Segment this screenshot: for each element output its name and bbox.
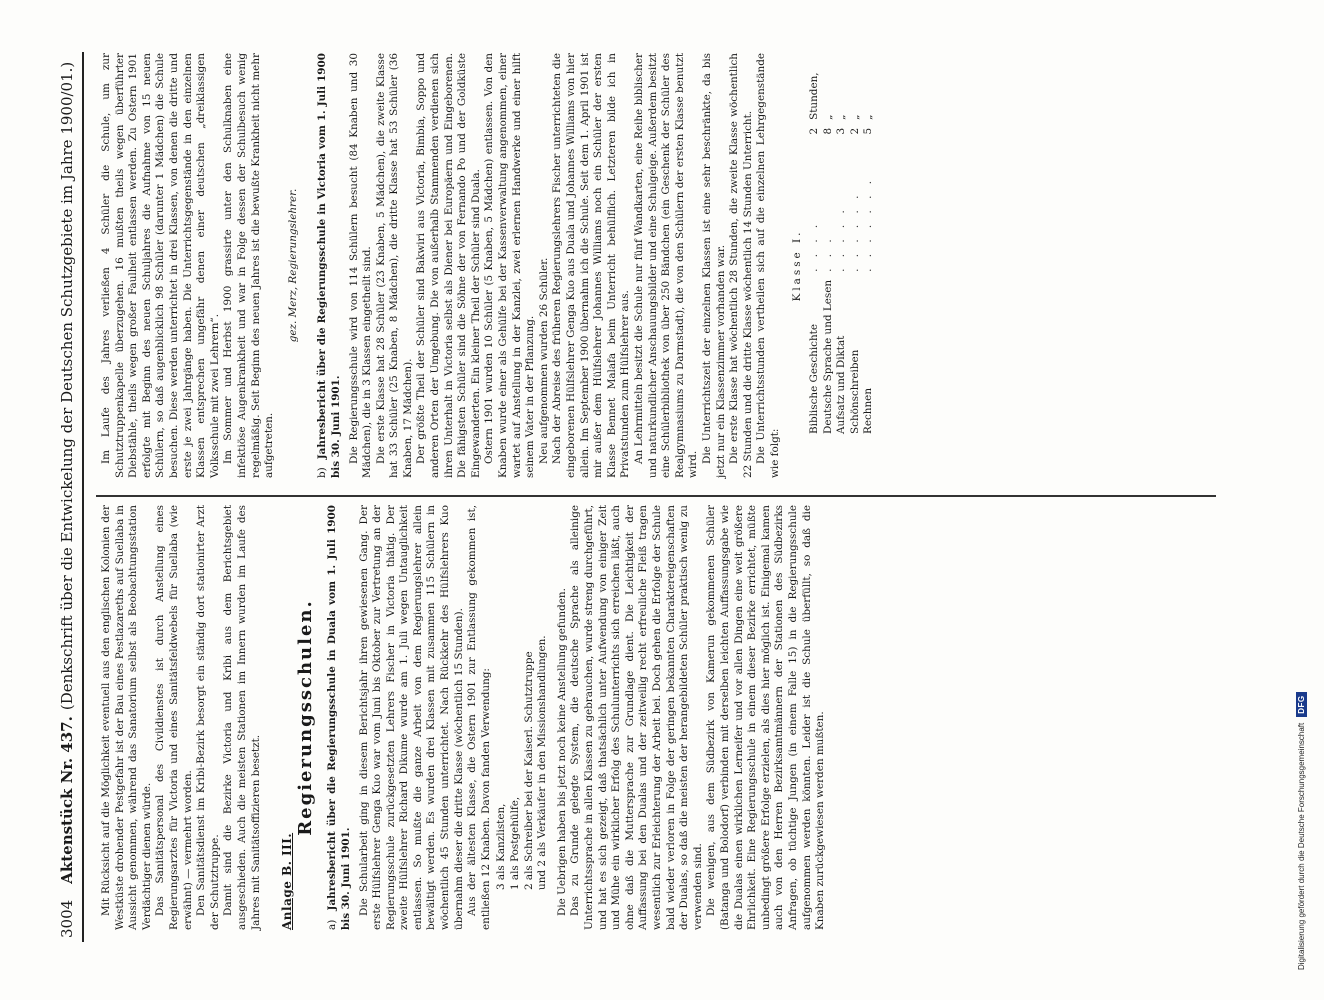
appendix-label: Anlage B. III. — [280, 832, 295, 930]
subsection-heading-a — [326, 505, 353, 930]
section-title: Regierungsschulen. — [294, 599, 316, 836]
table-row — [835, 68, 849, 438]
unit-cell: „ — [848, 114, 861, 120]
digitization-note — [1296, 692, 1307, 970]
table-row — [862, 68, 876, 438]
paragraph: An Lehrmitteln besitzt die Schule nur fünf Wandkarten, eine Reihe biblischer und naturkundlicher Anschauungsbilder und eine Schulgeige. Außerdem besitzt eine Schülerbibliothek von über 250 Bändchen (ein Geschenk der Schüler des Realgymnasiums zu Darmstadt), die von den Schülern der ersten Klasse benutzt wird. — [632, 53, 700, 478]
digitization-text: Digitalisierung gefördert durch die Deutsche Forschungsgemeinschaft — [1297, 722, 1306, 970]
left-column — [100, 505, 828, 930]
list-item: 1 als Postgehülfe, — [509, 796, 522, 890]
unit-cell: „ — [821, 114, 834, 120]
leader-dots: . . . . . — [835, 206, 848, 272]
document-subtitle: (Denkschrift über die Entwickelung der Deutschen Schutzgebiete im Jahre 1900/01.) — [58, 61, 76, 711]
subsection-marker: a) — [326, 919, 339, 930]
subject-cell: Biblische Geschichte — [808, 323, 821, 434]
subject-cell: Aufsatz und Diktat — [835, 335, 848, 434]
schedule-table — [808, 68, 876, 438]
page-number: 3004 — [58, 899, 76, 938]
paragraph: Aus der ältesten Klasse, die Ostern 1901 zur Entlassung gekommen ist, entließen 12 Knaben. Davon fanden Verwendung: — [466, 505, 492, 930]
unit-cell: „ — [862, 114, 875, 120]
subject-cell: Schönschreiben — [848, 349, 861, 434]
paragraph: Die Unterrichtsstunden vertheilen sich auf die einzelnen Lehrgegenstände wie folgt: — [755, 53, 781, 478]
table-row — [822, 68, 836, 438]
page-header — [58, 58, 76, 938]
leader-dots: . . . . . . — [848, 191, 861, 272]
paragraph: Die wenigen, aus dem Südbezirk von Kamerun gekommenen Schüler (Batanga und Bolodorf) verbinden mit derselben leichten Auffassungsgabe wie die Dualas einen wirklichen Lerneifer und vor allen Dingen eine weit größere Ehrlichkeit. Eine Regierungsschule in einem dieser Bezirke errichtet, müßte unbedingt größere Erfolge erzielen, als dies hier möglich ist. Einigemal kamen auch von den Herren Bezirksamtmännern der Stationen des Südbezirks Anfragen, ob tüchtige Jungen (in einem Falle 15) in die Regierungsschule aufgenommen werden könnten. Leider ist die Schule überfüllt, so daß die Knaben zurückgewiesen werden mußten. — [705, 505, 827, 930]
table-row — [849, 68, 863, 438]
subsection-heading-text: Jahresbericht über die Regierungsschule in Victoria vom 1. Juli 1900 bis 30. Juni 1901. — [316, 53, 342, 478]
leader-dots: . . . — [821, 235, 834, 272]
paragraph: Den Sanitätsdienst im Kribi-Bezirk besorgt ein ständig dort stationirter Arzt der Schutztruppe. — [195, 505, 221, 930]
paragraph: Die erste Klasse hat 28 Schüler (23 Knaben, 5 Mädchen), die zweite Klasse hat 33 Schüler (25 Knaben, 8 Mädchen), die dritte Klasse hat 53 Schüler (36 Knaben, 17 Mädchen). — [374, 53, 414, 478]
subject-cell: Rechnen — [862, 387, 875, 434]
paragraph: Nach der Abreise des früheren Regierungslehrers Fischer unterrichteten die eingeborenen Hülfslehrer Genga Kuo aus Duala und Johannes Williams von hier allein. Im September 1900 übernahm ich die Schule. Seit dem 1. April 1901 ist mir außer dem Hülfslehrer Johannes Williams noch ein Schüler der ersten Klasse Bennet Malafa beim Unterricht behülflich. Letzteren bilde ich in Privatstunden zum Hülfslehrer aus. — [551, 53, 632, 478]
column-divider — [96, 495, 1216, 497]
list-item: und 2 als Verkäufer in den Missionshandlungen. — [536, 635, 549, 890]
leader-dots: . . . . — [808, 220, 821, 272]
paragraph: Der größte Theil der Schüler sind Bakwiri aus Victoria, Bimbia, Soppo und anderen Orten der Umgebung. Die von außerhalb Stammenden verdienen sich ihren Unterhalt in Victoria selbst als Diener bei Europäern und Eingeborenen. Die fähigsten Schüler sind die Söhne der von Fernando Po und der Goldküste Eingewanderten. Ein kleiner Theil der Schüler sind Duala. — [415, 53, 482, 478]
table-row — [808, 68, 822, 438]
header-rule — [82, 52, 84, 942]
dfg-logo-icon: DFG — [1296, 692, 1307, 716]
subsection-heading-text: Jahresbericht über die Regierungsschule in Duala vom 1. Juli 1900 bis 30. Juni 1901. — [326, 505, 352, 930]
list-item: 3 als Kanzlisten, — [495, 803, 508, 890]
class-label: Klasse I. — [790, 229, 803, 302]
paragraph: Die Unterrichtszeit der einzelnen Klassen ist eine sehr beschränkte, da bis jetzt nur ein Klassenzimmer vorhanden war. — [700, 53, 727, 478]
paragraph: Neu aufgenommen wurden 26 Schüler. — [537, 257, 550, 464]
paragraph: Im Sommer und Herbst 1900 grassirte unter den Schulknaben eine infektiöse Augenkrankheit und war in Folge dessen der Schulbesuch wenig regelmäßig. Seit Beginn des neuen Jahres ist die bewußte Krankheit nicht mehr aufgetreten. — [222, 53, 276, 478]
subsection-marker: b) — [316, 467, 329, 478]
paragraph: Die Uebrigen haben bis jetzt noch keine Anstellung gefunden. — [555, 588, 568, 916]
hours-cell: 3 — [835, 127, 848, 135]
list-item: 2 als Schreiber bei der Kaiserl. Schutztruppe — [522, 651, 535, 890]
subsection-heading-b — [316, 53, 343, 478]
paragraph: Die Schularbeit ging in diesem Berichtsjahr ihren gewiesenen Gang. Der erste Hülfslehrer Genga Kuo war vom Juni bis Oktober zur Vertretung an der Regierungsschule zurückgesetzten Lehrers Fischer in Victoria thätig. Der zweite Hülfslehrer Richard Dikume wurde am 1. Juli wegen Untauglichkeit entlassen. So mußte die ganze Arbeit von dem Regierungslehrer allein bewältigt werden. Es wurden drei Klassen mit zusammen 115 Schülern in wöchentlich 45 Stunden unterrichtet. Nach Rückkehr des Hülfslehrers Kuo übernahm dieser die dritte Klasse (wöchentlich 15 Stunden). — [357, 505, 465, 930]
signature: gez. Merz, Regierungslehrer. — [286, 188, 299, 343]
hours-cell: 2 — [848, 127, 861, 135]
paragraph: Die erste Klasse hat wöchentlich 28 Stunden, die zweite Klasse wöchentlich 22 Stunden und die dritte Klasse wöchentlich 14 Stunden Unterricht. — [728, 53, 754, 478]
paragraph: Mit Rücksicht auf die Möglichkeit eventuell aus den englischen Kolonien der Westküste drohender Pestgefahr ist der Bau eines Pestlazareths auf Suellaba in Aussicht genommen, während das Sanatorium selbst als Beobachtungsstation Verdächtiger dienen würde. — [100, 505, 153, 930]
hours-cell: 5 — [862, 127, 875, 135]
leader-dots: . . . . . . . — [862, 176, 875, 272]
paragraph: Damit sind die Bezirke Victoria und Kribi aus dem Berichtsgebiet ausgeschieden. Auch die meisten Stationen im Innern wurden im Laufe des Jahres mit Sanitätsoffizieren besetzt. — [222, 505, 262, 930]
subject-cell: Deutsche Sprache und Lesen — [821, 279, 834, 434]
hours-cell: 8 — [821, 127, 834, 135]
paragraph: Das Sanitätspersonal des Civildienstes ist durch Anstellung eines Regierungsarztes für Victoria und eines Sanitätsfeldwebels für Suellaba (wie erwähnt) — vermehrt worden. — [154, 505, 194, 930]
paragraph: Die Regierungsschule wird von 114 Schülern besucht (84 Knaben und 30 Mädchen), die in 3 Klassen eingetheilt sind. — [347, 53, 374, 478]
right-column — [100, 53, 876, 478]
usage-list — [495, 505, 549, 890]
unit-cell: Stunden, — [808, 72, 821, 120]
unit-cell: „ — [835, 114, 848, 120]
document-title: Aktenstück Nr. 437. — [58, 716, 76, 884]
hours-cell: 2 — [808, 127, 821, 135]
paragraph: Ostern 1901 wurden 10 Schüler (5 Knaben, 5 Mädchen) entlassen. Von den Knaben wurde einer als Gehülfe bei der Kassenverwaltung angenommen, einer wartet auf Anstellung in der Kanzlei, zwei erlernen Handwerke und einer hilft seinem Vater in der Pflanzung. — [483, 53, 537, 478]
paragraph: Im Laufe des Jahres verließen 4 Schüler die Schule, um zur Schutztruppenkapelle überzugehen. 16 mußten theils wegen überführter Diebstähle, theils wegen großer Faulheit entlassen werden. Zu Ostern 1901 erfolgte mit Beginn des neuen Schuljahres die Aufnahme von 15 neuen Schülern, so daß augenblicklich 98 Schüler (darunter 1 Mädchen) die Schule besuchen. Diese werden unterrichtet in drei Klassen, von denen die dritte und erste je zwei Jahrgänge haben. Die Unterrichtsgegenstände in den einzelnen Klassen entsprechen ungefähr denen einer deutschen „dreiklassigen Volksschule mit zwei Lehrern“. — [100, 53, 221, 478]
paragraph: Das zu Grunde gelegte System, die deutsche Sprache als alleinige Unterrichtssprache in allen Klassen zu gebrauchen, wurde streng durchgeführt, und hat es sich gezeigt, daß thatsächlich unter Aufwendung von einiger Zeit und Mühe ein wirklicher Erfolg des Schulunterrichts sich erreichen läßt, auch ohne daß die Muttersprache zur Grundlage dient. Die Leichtigkeit der Auffassung bei den Dualas und der zeitweilig recht erfreuliche Fleiß tragen wesentlich zur Erleichterung der Arbeit bei. Doch gehen die Erfolge der Schule bald wieder verloren in Folge der geringen bekannten Charaktereigenschaften der Dualas, so daß die meisten der herangebildeten Schüler praktisch wenig zu verwenden sind. — [569, 505, 704, 930]
